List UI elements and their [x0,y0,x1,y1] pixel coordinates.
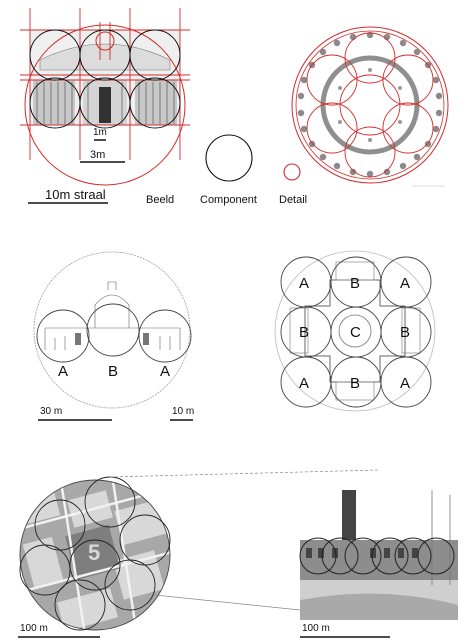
map-block-number: 5 [88,540,101,565]
grid-label-3: A [400,275,411,292]
grid-label-7: A [299,375,310,392]
legend-label-detail: Detail [279,194,308,206]
elevation-label-a-left: A [58,363,69,380]
legend-label-beeld: Beeld [146,194,175,206]
facade-panel [20,8,190,203]
plan-columns [298,32,442,177]
grid-label-9: A [400,375,411,392]
grid-label-6: B [400,324,411,341]
grid-label-1: A [299,275,310,292]
scale-label-10m-straal: 10m straal [45,187,106,202]
scale-label-10m: 10 m [172,406,195,417]
scale-label-30m: 30 m [40,406,63,417]
legend-detail-circle [284,164,300,180]
elevation-label-a-right: A [160,363,171,380]
plan-red-circles [307,33,433,177]
plan-grey-ring [323,58,417,152]
scale-label-100m-right: 100 m [302,623,330,634]
grid-label-4: B [299,324,310,341]
grid-label-5: C [350,324,361,341]
scale-label-1m: 1m [93,127,107,138]
scale-label-3m: 3m [90,149,106,161]
elevation-outer-circle [34,252,190,408]
rotunda-plan-panel [292,27,448,186]
elevation-building [45,282,180,350]
facade-door [99,87,111,123]
legend-component-circle [206,135,252,181]
legend-label-component: Component [200,194,257,206]
facade-columns-left [33,80,75,125]
elevation-label-b: B [108,363,119,380]
facade-columns-right [135,80,177,125]
plan-outer-ring [292,27,448,183]
elevation-panel [34,252,193,420]
street-photo-panel [300,484,458,637]
scale-label-100m-left: 100 m [20,623,48,634]
grid-label-8: B [350,375,361,392]
grid-label-2: B [350,275,361,292]
